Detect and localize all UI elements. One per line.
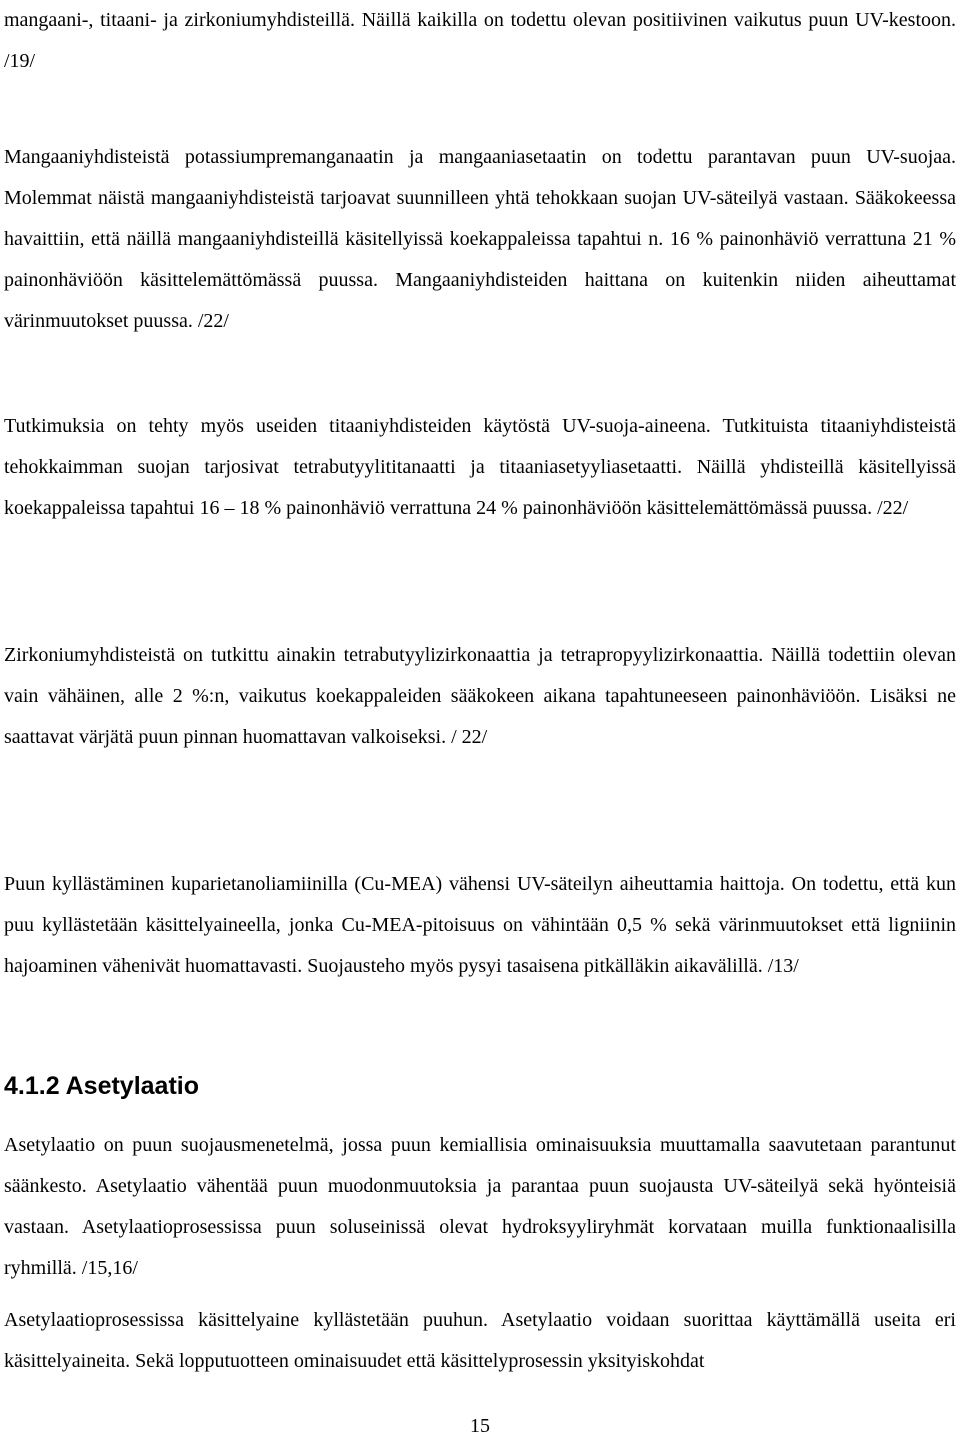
section-heading: 4.1.2 Asetylaatio <box>4 1072 200 1100</box>
page-number: 15 <box>470 1415 490 1437</box>
paragraph-asetylaatio-1: Asetylaatio on puun suojausmenetelmä, jossa puun kemiallisia ominaisuuksia muuttamalla saavutetaan parantunut säänkesto. Asetylaatio vähentää puun muodonmuutoksia ja parantaa puun suojausta UV-säteilyä sekä hyönteisiä vastaan. Asetylaatioprosessissa puun soluseinissä olevat hydroksyyliryhmät korvataan muilla funktionaalisilla ryhmillä. /15,16/ <box>4 1134 956 1279</box>
paragraph-titaani: Tutkimuksia on tehty myös useiden titaaniyhdisteiden käytöstä UV-suoja-aineena. Tutkituista titaaniyhdisteistä tehokkaimman suojan tarjosivat tetrabutyylititanaatti ja titaaniasetyyliasetaatti. Näillä yhdisteillä käsitellyissä koekappaleissa tapahtui 16 – 18 % painonhäviö verrattuna 24 % painonhäviöön käsittelemättömässä puussa. /22/ <box>4 415 956 519</box>
paragraph-cu-mea: Puun kyllästäminen kuparietanoliamiinilla (Cu-MEA) vähensi UV-säteilyn aiheuttamia haittoja. On todettu, että kun puu kyllästetään käsittelyaineella, jonka Cu-MEA-pitoisuus on vähintään 0,5 % sekä värinmuutokset että ligniinin hajoaminen vähenivät huomattavasti. Suojausteho myös pysyi tasaisena pitkälläkin aikavälillä. /13/ <box>4 873 956 977</box>
paragraph-mangaani: Mangaaniyhdisteistä potassiumpremanganaatin ja mangaaniasetaatin on todettu parantavan puun UV-suojaa. Molemmat näistä mangaaniyhdisteistä tarjoavat suunnilleen yhtä tehokkaan suojan UV-säteilyä vastaan. Sääkokeessa havaittiin, että näillä mangaaniyhdisteillä käsitellyissä koekappaleissa tapahtui n. 16 % painonhäviö verrattuna 21 % painonhäviöön käsittelemättömässä puussa. Mangaaniyhdisteiden haittana on kuitenkin niiden aiheuttamat värinmuutokset puussa. /22/ <box>4 146 956 332</box>
paragraph-asetylaatio-2: Asetylaatioprosessissa käsittelyaine kyllästetään puuhun. Asetylaatio voidaan suorittaa käyttämällä useita eri käsittelyaineita. Sekä lopputuotteen ominaisuudet että käsittelyprosessin yksityiskohdat <box>4 1309 956 1372</box>
paragraph-intro: mangaani-, titaani- ja zirkoniumyhdisteillä. Näillä kaikilla on todettu olevan positiivinen vaikutus puun UV-kestoon. /19/ <box>4 9 956 72</box>
paragraph-zirkonium: Zirkoniumyhdisteistä on tutkittu ainakin tetrabutyylizirkonaattia ja tetrapropyylizirkonaattia. Näillä todettiin olevan vain vähäinen, alle 2 %:n, vaikutus koekappaleiden sääkokeen aikana tapahtuneeseen painonhäviöön. Lisäksi ne saattavat värjätä puun pinnan huomattavan valkoiseksi. / 22/ <box>4 644 956 748</box>
